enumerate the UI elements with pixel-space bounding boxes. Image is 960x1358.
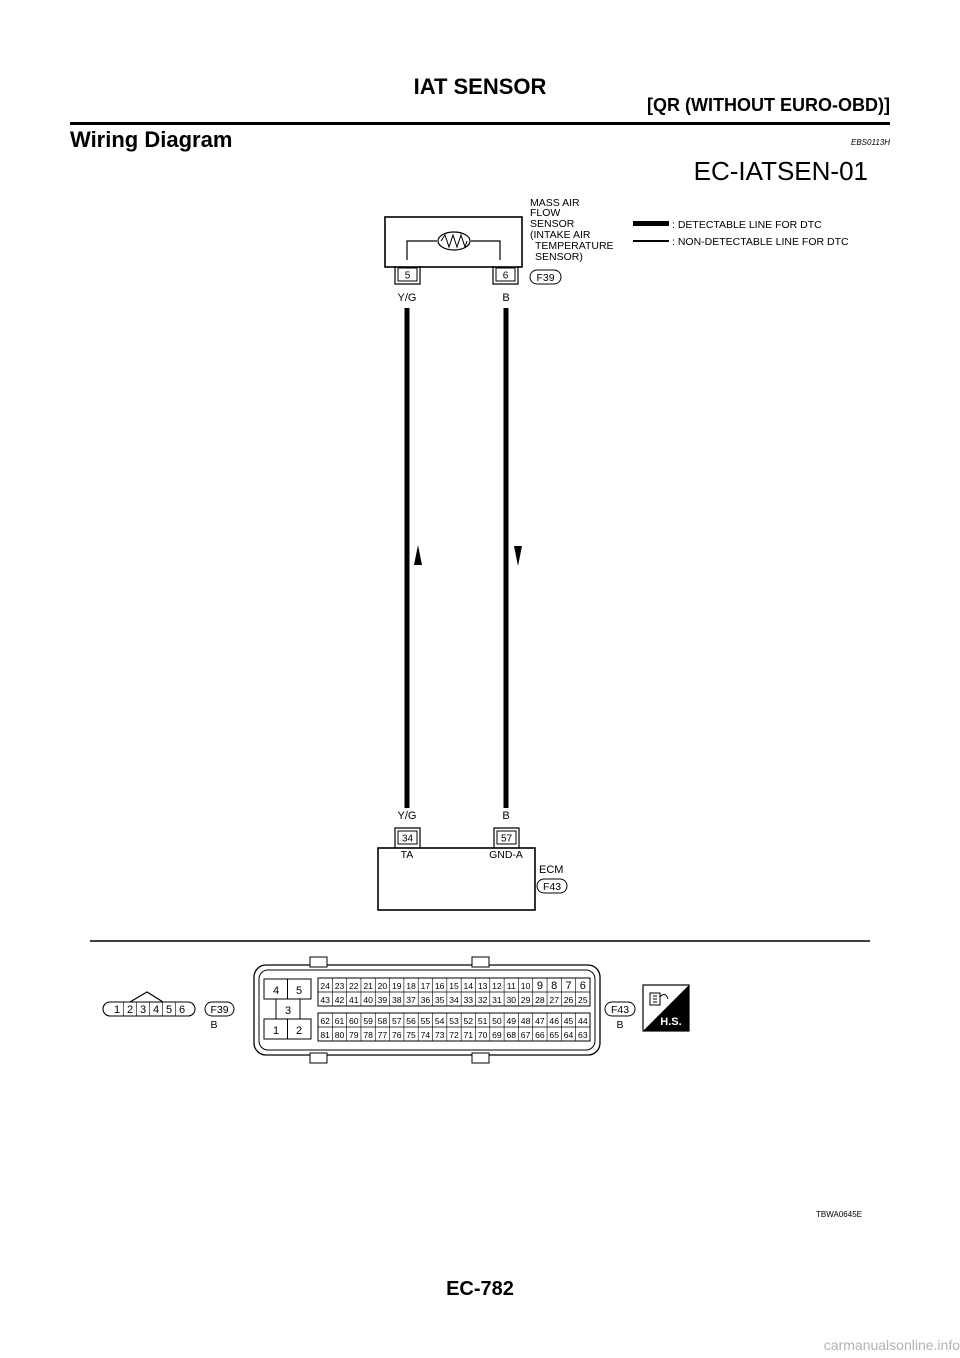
sensor-label-line: FLOW: [530, 207, 561, 219]
f43-pin-number: 58: [377, 1016, 388, 1026]
legend-swatch-detectable: [633, 221, 669, 226]
f43-pin-number: 65: [549, 1030, 559, 1040]
f43-pin-number: 80: [334, 1030, 345, 1040]
page-header-title: IAT SENSOR: [413, 74, 547, 99]
ecm-unit: [378, 848, 567, 910]
harness-side-icon: [650, 993, 668, 1005]
wire-color-label: B: [502, 810, 510, 822]
f43-pin-number: 16: [434, 981, 445, 991]
legend-label-detectable: : DETECTABLE LINE FOR DTC: [672, 219, 822, 231]
f43-pin-number: 13: [477, 981, 488, 991]
ecm-pin: [494, 828, 519, 848]
sensor-label-line: SENSOR: [530, 218, 575, 230]
sensor-pin: [395, 266, 420, 284]
f43-left-pin: 3: [284, 1005, 292, 1017]
f43-pin-number: 54: [434, 1016, 445, 1026]
wire-color-label: Y/G: [397, 292, 417, 304]
f43-connector-view: [254, 957, 635, 1063]
figure-code: TBWA0645E: [816, 1210, 862, 1219]
ecm-terminal-name: GND-A: [489, 849, 523, 861]
f43-pin-number: 24: [320, 981, 330, 991]
f43-pin-number: 52: [463, 1016, 474, 1026]
f43-pin-number: 70: [477, 1030, 488, 1040]
f39-pin-number: 6: [178, 1004, 186, 1016]
f43-pin-number: 28: [535, 995, 545, 1005]
f43-pin-number: 45: [563, 1016, 574, 1026]
f43-pin-number: 32: [477, 995, 488, 1005]
f43-pin-number: 53: [449, 1016, 459, 1026]
f43-pin-number: 11: [506, 981, 516, 991]
ecm-pin-number: 34: [401, 833, 414, 845]
f43-pin-number: 61: [334, 1016, 345, 1026]
ecm-terminal-name: TA: [400, 849, 414, 861]
f43-pin-number: 30: [506, 995, 517, 1005]
sensor-label-line: SENSOR): [535, 251, 583, 263]
f43-pin-number: 33: [463, 995, 474, 1005]
f43-pin-number: 42: [334, 995, 345, 1005]
f43-pin-number: 49: [506, 1016, 517, 1026]
f39-view-tag: F39: [210, 1004, 229, 1016]
f43-pin-number: 17: [420, 981, 431, 991]
f43-pin-number: 40: [363, 995, 373, 1005]
f43-pin-number: 66: [535, 1030, 545, 1040]
f43-pin-number: 39: [377, 995, 388, 1005]
f43-pin-number: 12: [492, 981, 502, 991]
f43-pin-number: 14: [463, 981, 474, 991]
f43-pin-number: 63: [578, 1030, 588, 1040]
f43-pin-number: 77: [377, 1030, 388, 1040]
f43-pin-number: 20: [377, 981, 388, 991]
sensor-label-line: (INTAKE AIR: [530, 229, 591, 241]
f43-pin-number: 75: [406, 1030, 416, 1040]
f43-pin-number: 69: [492, 1030, 502, 1040]
hs-badge: [643, 985, 689, 1031]
f43-view-color: B: [616, 1019, 624, 1031]
sensor-pin-number: 5: [404, 270, 411, 282]
sensor-connector-tag: [530, 270, 561, 284]
f43-left-pin: 5: [295, 985, 303, 997]
watermark: carmanualsonline.info: [823, 1337, 960, 1353]
f43-pin-number: 8: [551, 980, 558, 992]
f43-pin-number: 74: [420, 1030, 431, 1040]
ecm-label: ECM: [539, 864, 564, 876]
f43-pin-number: 43: [320, 995, 330, 1005]
f39-pin-number: 4: [152, 1004, 160, 1016]
f39-pin-number: 1: [113, 1004, 121, 1016]
f43-pin-number: 22: [349, 981, 359, 991]
f43-pin-number: 55: [420, 1016, 431, 1026]
f43-pin-number: 31: [492, 995, 502, 1005]
f43-pin-number: 72: [449, 1030, 459, 1040]
page-header-subtitle: [QR (WITHOUT EURO-OBD)]: [647, 95, 890, 115]
f43-pin-number: 57: [391, 1016, 402, 1026]
hs-badge-text: H.S.: [660, 1016, 682, 1028]
f43-pin-number: 7: [565, 980, 572, 992]
f43-pin-number: 81: [320, 1030, 330, 1040]
f43-pin-number: 51: [477, 1016, 488, 1026]
f43-pin-number: 10: [520, 981, 531, 991]
f43-left-pin: 1: [272, 1025, 280, 1037]
diagram-id: EC-IATSEN-01: [693, 156, 868, 186]
f39-pin-number: 3: [139, 1004, 147, 1016]
f43-pin-number: 26: [563, 995, 574, 1005]
f43-pin-number: 23: [334, 981, 345, 991]
wire-color-label: B: [502, 292, 510, 304]
f43-pin-number: 36: [420, 995, 431, 1005]
f43-pin-number: 47: [535, 1016, 545, 1026]
f43-pin-number: 38: [391, 995, 402, 1005]
f43-pin-number: 56: [406, 1016, 416, 1026]
f43-pin-number: 27: [549, 995, 559, 1005]
f43-pin-number: 78: [363, 1030, 373, 1040]
f43-pin-number: 73: [434, 1030, 445, 1040]
f43-pin-number: 35: [434, 995, 445, 1005]
f43-pin-number: 9: [536, 980, 543, 992]
f39-pin-number: 5: [165, 1004, 173, 1016]
signal-arrow-down-icon: [514, 546, 522, 566]
sensor-pin: [493, 266, 518, 284]
f43-pin-number: 29: [520, 995, 531, 1005]
f43-pin-number: 59: [363, 1016, 373, 1026]
f39-pin-number: 2: [126, 1004, 134, 1016]
f43-pin-number: 19: [391, 981, 402, 991]
signal-arrow-up-icon: [414, 545, 422, 565]
f43-view-tag: F43: [610, 1004, 630, 1016]
f43-pin-number: 64: [563, 1030, 574, 1040]
f43-left-pin: 2: [295, 1025, 303, 1037]
f43-pin-number: 67: [520, 1030, 531, 1040]
sensor-pin-number: 6: [502, 270, 509, 282]
f43-pin-number: 50: [492, 1016, 502, 1026]
f43-pin-number: 44: [578, 1016, 588, 1026]
f43-left-block: [264, 979, 311, 1039]
f43-pin-number: 68: [506, 1030, 517, 1040]
ecm-pin: [395, 828, 420, 848]
f43-pin-number: 46: [549, 1016, 559, 1026]
f43-left-pin: 4: [272, 985, 280, 997]
f39-connector-view: [103, 992, 234, 1031]
f43-pin-number: 62: [320, 1016, 330, 1026]
sensor-label-line: TEMPERATURE: [535, 240, 614, 252]
f43-pin-number: 48: [520, 1016, 531, 1026]
svg-text:F39: F39: [536, 272, 555, 284]
f43-pin-number: 41: [349, 995, 359, 1005]
sensor-label-line: MASS AIR: [530, 197, 580, 209]
section-code: EBS0113H: [851, 138, 890, 147]
f43-pin-number: 6: [579, 980, 586, 992]
f43-pin-number: 18: [406, 981, 416, 991]
f43-pin-number: 34: [449, 995, 459, 1005]
f43-pin-number: 79: [349, 1030, 359, 1040]
f43-pin-number: 25: [578, 995, 588, 1005]
page-number: EC-782: [446, 1278, 514, 1300]
legend-swatch-nondetectable: [633, 240, 669, 242]
f39-view-color: B: [210, 1019, 218, 1031]
wire-color-label: Y/G: [397, 810, 417, 822]
f43-pin-number: 76: [391, 1030, 402, 1040]
f43-pin-number: 21: [363, 981, 373, 991]
legend: [633, 219, 849, 248]
f43-pin-number: 60: [349, 1016, 359, 1026]
f43-pin-number: 15: [449, 981, 459, 991]
maf-sensor: [385, 197, 614, 267]
ecm-pin-number: 57: [500, 833, 513, 845]
f43-pin-number: 71: [463, 1030, 474, 1040]
f43-pin-number: 37: [406, 995, 416, 1005]
ecm-connector-tag-text: F43: [542, 881, 562, 893]
section-title: Wiring Diagram: [70, 127, 233, 152]
legend-label-nondetectable: : NON-DETECTABLE LINE FOR DTC: [672, 236, 849, 248]
